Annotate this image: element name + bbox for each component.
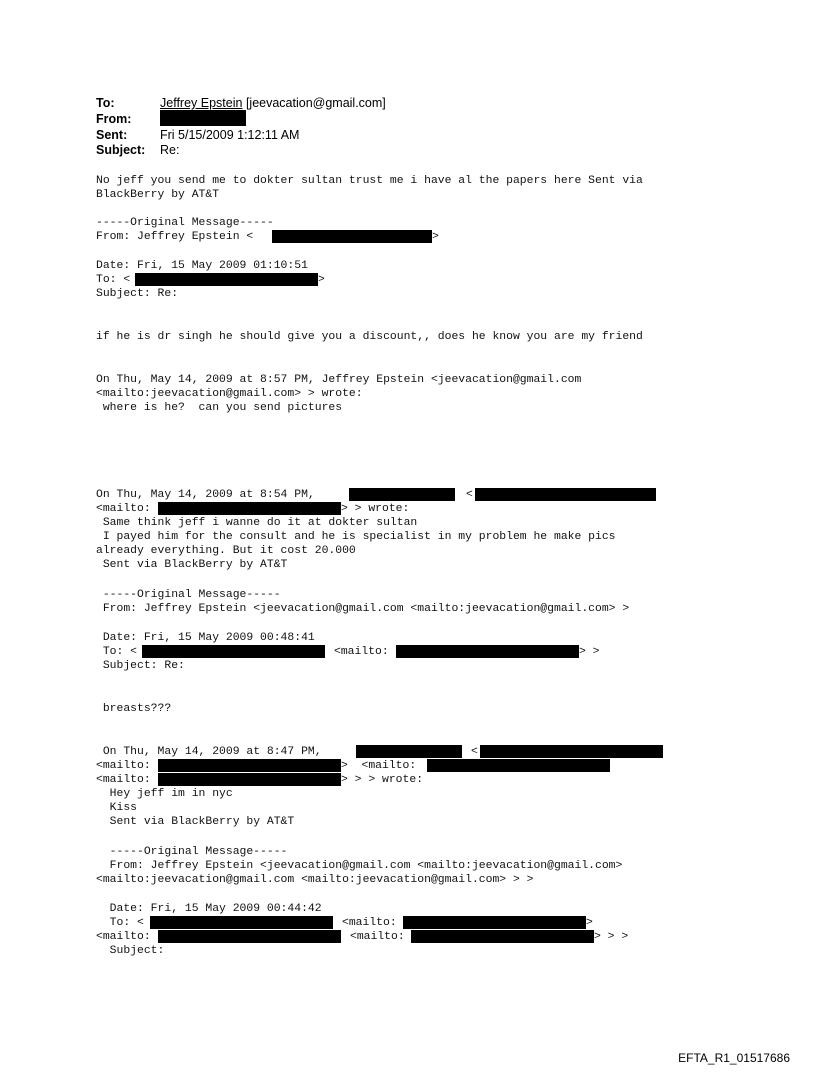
redaction-block	[356, 745, 462, 758]
body-line: <mailto:	[96, 931, 151, 943]
redaction-block	[427, 759, 610, 772]
body-line: <mailto:jeevacation@gmail.com> > wrote:	[96, 388, 363, 400]
body-line: <	[471, 746, 478, 758]
body-line: <mailto:	[342, 917, 397, 929]
body-line: >	[586, 917, 593, 929]
subject-value: Re:	[160, 143, 180, 157]
redaction-block	[158, 759, 341, 772]
body-line: Sent via BlackBerry by AT&T	[96, 816, 295, 828]
body-line: I payed him for the consult and he is specialist in my problem he make pics	[96, 531, 616, 543]
body-line: breasts???	[96, 703, 172, 715]
body-line: Subject: Re:	[96, 288, 179, 300]
body-line: -----Original Message-----	[96, 589, 281, 601]
redaction-block	[150, 916, 333, 929]
redaction-block	[158, 930, 341, 943]
body-line: To: <	[96, 646, 138, 658]
redaction-block	[135, 273, 318, 286]
body-line: if he is dr singh he should give you a discount,, does he know you are my friend	[96, 331, 643, 343]
body-line: already everything. But it cost 20.000	[96, 545, 356, 557]
body-line: Date: Fri, 15 May 2009 00:48:41	[96, 632, 315, 644]
body-line: -----Original Message-----	[96, 217, 274, 229]
body-line: <	[466, 489, 473, 501]
body-line: >	[432, 231, 439, 243]
bates-number: EFTA_R1_01517686	[678, 1051, 790, 1065]
body-line: Kiss	[96, 802, 138, 814]
body-line: <mailto:	[96, 503, 151, 515]
body-line: -----Original Message-----	[96, 846, 288, 858]
to-email: [jeevacation@gmail.com]	[245, 96, 386, 110]
body-line: > >	[579, 646, 600, 658]
redaction-block	[349, 488, 455, 501]
body-line: To: <	[96, 274, 131, 286]
redaction-block	[142, 645, 325, 658]
to-label: To:	[96, 96, 115, 110]
body-line: From: Jeffrey Epstein <	[96, 231, 254, 243]
body-line: On Thu, May 14, 2009 at 8:57 PM, Jeffrey Epstein <jeevacation@gmail.com	[96, 374, 582, 386]
body-line: Date: Fri, 15 May 2009 00:44:42	[96, 903, 322, 915]
body-line: No jeff you send me to dokter sultan trust me i have al the papers here Sent via	[96, 175, 643, 187]
redaction-block	[272, 230, 432, 243]
to-value	[160, 96, 386, 110]
body-line: <mailto:	[96, 760, 151, 772]
body-line: <mailto:	[96, 774, 151, 786]
body-line: On Thu, May 14, 2009 at 8:54 PM,	[96, 489, 315, 501]
redaction-block	[158, 502, 341, 515]
sent-value: Fri 5/15/2009 1:12:11 AM	[160, 128, 300, 142]
body-line: <mailto:	[334, 646, 389, 658]
body-line: BlackBerry by AT&T	[96, 189, 220, 201]
body-line: Date: Fri, 15 May 2009 01:10:51	[96, 260, 308, 272]
body-line: Subject:	[96, 945, 165, 957]
body-line: On Thu, May 14, 2009 at 8:47 PM,	[96, 746, 322, 758]
subject-label: Subject:	[96, 143, 146, 157]
body-line: > > >	[594, 931, 629, 943]
redaction-block	[158, 773, 341, 786]
body-line: Hey jeff im in nyc	[96, 788, 233, 800]
body-line: > > wrote:	[341, 503, 410, 515]
body-line: To: <	[96, 917, 144, 929]
body-line: > > > wrote:	[341, 774, 424, 786]
sent-label: Sent:	[96, 128, 128, 142]
body-line: Sent via BlackBerry by AT&T	[96, 559, 288, 571]
body-line: Subject: Re:	[96, 660, 185, 672]
body-line: Same think jeff i wanne do it at dokter sultan	[96, 517, 418, 529]
body-line: <mailto:jeevacation@gmail.com <mailto:jeevacation@gmail.com> > >	[96, 874, 534, 886]
to-name: Jeffrey Epstein	[160, 96, 243, 110]
redaction-block	[411, 930, 594, 943]
redaction-block	[396, 645, 579, 658]
body-line: where is he? can you send pictures	[96, 402, 343, 414]
redaction-from	[160, 110, 246, 126]
body-line: > <mailto:	[341, 760, 417, 772]
body-line: <mailto:	[350, 931, 405, 943]
from-label: From:	[96, 112, 132, 126]
body-line: From: Jeffrey Epstein <jeevacation@gmail.com <mailto:jeevacation@gmail.com>	[96, 860, 623, 872]
redaction-block	[475, 488, 656, 501]
redaction-block	[480, 745, 663, 758]
redaction-block	[403, 916, 586, 929]
body-line: >	[318, 274, 325, 286]
body-line: From: Jeffrey Epstein <jeevacation@gmail.com <mailto:jeevacation@gmail.com> >	[96, 603, 630, 615]
